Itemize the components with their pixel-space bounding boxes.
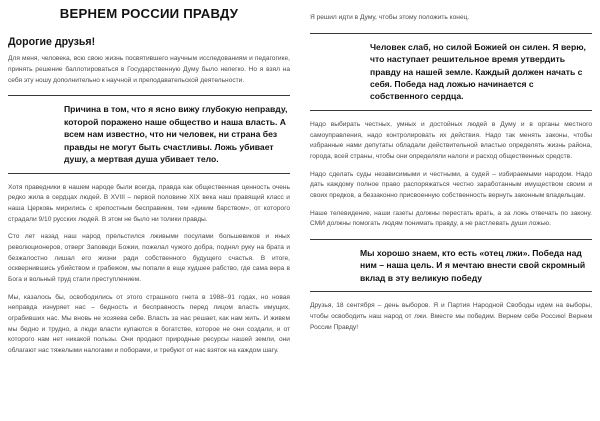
pullquote-3-rule-bottom <box>310 291 592 292</box>
right-paragraph-5: Друзья, 18 сентября – день выборов. Я и Партия Народной Свободы идем на выборы, чтобы освободить наш народ от лжи. Вместе мы победим. Вернем себе Россию! Вернем России Правду! <box>310 302 592 331</box>
right-paragraph-1: Я решил идти в Думу, чтобы этому положить конец. <box>310 14 470 21</box>
right-paragraph-4: Наше телевидение, наши газеты должны перестать врать, а за ложь отвечать по закону. СМИ должны помогать людям понимать правду, а не растлевать души ложью. <box>310 209 592 228</box>
pullquote-1-text: Причина в том, что я ясно вижу глубокую неправду, которой поражено наше общество и наша власть. А всем нам известно, что ни человек, ни страна без правды не могут быть счастливы. Ложь убивает душу, а мертвая душа убивает тело. <box>64 104 288 165</box>
salutation-heading: Дорогие друзья! <box>8 35 96 48</box>
right-paragraph-3: Надо сделать суды независимыми и честными, а судей – избираемыми народом. Надо дать каждому полное право распоряжаться честно заработанным имуществом своим и своих предков, а беззаконно присвоенную собственность вернуть законным владельцам. <box>310 170 592 199</box>
left-paragraph-4: Мы, казалось бы, освободились от этого страшного гнета в 1988–91 годах, но новая неправда изнуряет нас – бедность и бесправность перед лицом власть имущих, ограбивших нас. Мы вновь не хозяева себе. Власть за нас решает, как нам жить. И живем мы бедно и трудно, а люди власти купаются в богатстве, которое не они создали, и от которого нам нет никакой пользы. Они продают природные ресурсы нашей земли, они облагают нас тяжелыми налогами и поборами, и требуют от нас взяток на каждом шагу. <box>8 293 290 354</box>
right-column <box>300 0 600 421</box>
left-paragraph-3: Сто лет назад наш народ прельстился лживыми посулами большевиков и иных революционеров, отверг Заповеди Божии, пожелал чужого добра, поднял руку на брата и безжалостно лишал его жизни ради собственного будущего счастья. В итоге, осквернившись убийством и грабежом, мы попали в еще худшее рабство, где сама вера в Бога и вольный труд стали преступлением. <box>8 233 290 283</box>
pullquote-1 <box>8 95 290 173</box>
left-paragraph-2: Хотя праведники в нашем народе были всегда, правда как общественная ценность очень редко жила в сердцах людей. В XVIII – первой половине XIX века наш правящий класс и наша Церковь мирились с крепостным бесправием, тем «диким барством», от которого страдали 9/10 русских людей. В этом не было ни толики правды. <box>8 183 290 223</box>
pullquote-2-text: Человек слаб, но силой Божией он силен. Я верю, что наступает решительное время утвердить правду на нашей земле. Каждый должен начать с себя. Победа над ложью начинается с собственного сердца. <box>370 41 586 102</box>
pullquote-2-rule-bottom <box>310 110 592 111</box>
pullquote-1-rule-bottom <box>8 173 290 174</box>
page-title: ВЕРНЕМ РОССИИ ПРАВДУ <box>59 6 239 21</box>
pullquote-2 <box>310 33 592 111</box>
pullquote-3-text: Мы хорошо знаем, кто есть «отец лжи». Победа над ним – наша цель. И я мечтаю внести свой скромный вклад в эту великую победу <box>360 247 586 283</box>
left-intro-paragraph: Для меня, человека, всю свою жизнь посвятившего научным исследованиям и педагогике, принять решение баллотироваться в Государственную Думу было нелегко. Но я взял на себя эту ношу дополнительно к научной и преподавательской деятельности. <box>8 55 290 84</box>
pullquote-3 <box>310 239 592 292</box>
right-paragraph-2: Надо выбирать честных, умных и достойных людей в Думу и в органы местного самоуправления, надо контролировать их действия. Надо так менять законы, чтобы избранные нами депутаты обладали действительной властью определять жизнь района, города, всей страны, чтобы они определяли налоги и расход общественных средств. <box>310 120 592 160</box>
